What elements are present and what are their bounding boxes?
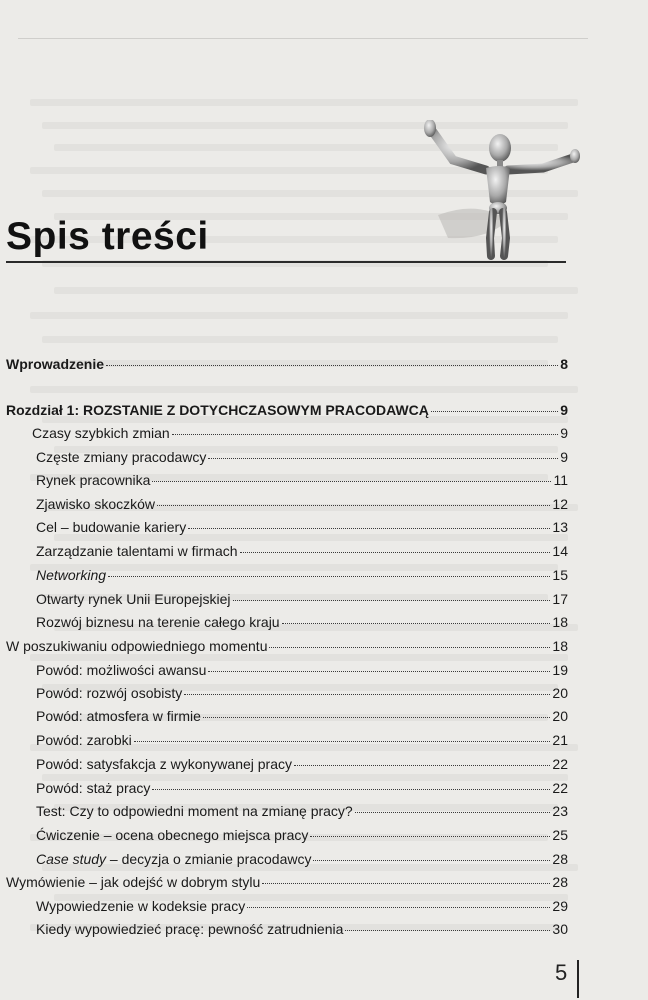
toc-entry-label: Rozdział 1: ROZSTANIE Z DOTYCHCZASOWYM PRACODAWCĄ: [6, 402, 429, 418]
toc-leader-dots: [355, 811, 551, 813]
toc-leader-dots: [172, 433, 559, 435]
toc-entry-label: Zarządzanie talentami w firmach: [36, 543, 238, 559]
bleed-line: [30, 99, 578, 106]
toc-leader-dots: [108, 575, 550, 577]
toc-entry: [36, 591, 568, 608]
toc-entry-page: 15: [552, 567, 568, 583]
header-rule: [18, 38, 588, 39]
toc-entry-page: 28: [552, 851, 568, 867]
toc-entry-page: 20: [552, 685, 568, 701]
toc-entry-label: Powód: staż pracy: [36, 780, 151, 796]
toc-leader-dots: [208, 457, 558, 459]
toc-entry-page: 14: [552, 543, 568, 559]
toc-entry-page: 22: [552, 780, 568, 796]
toc-entry-page: 9: [560, 425, 568, 441]
page-title: Spis treści: [6, 215, 209, 258]
toc-leader-dots: [188, 527, 550, 529]
toc-leader-dots: [345, 929, 550, 931]
toc-leader-dots: [262, 882, 550, 884]
toc-entry-page: 13: [552, 519, 568, 535]
toc-entry-page: 20: [552, 708, 568, 724]
toc-leader-dots: [152, 788, 550, 790]
toc-entry: [36, 803, 568, 820]
toc-entry: [36, 780, 568, 797]
toc-entry: [32, 425, 568, 442]
toc-entry: [6, 356, 568, 373]
toc-entry-page: 11: [553, 472, 568, 488]
toc-leader-dots: [294, 764, 550, 766]
toc-entry: [36, 827, 568, 844]
toc-entry-page: 29: [552, 898, 568, 914]
toc-entry-label: Otwarty rynek Unii Europejskiej: [36, 591, 231, 607]
toc-entry: [36, 496, 568, 513]
toc-entry-label: Wymówienie – jak odejść w dobrym stylu: [6, 874, 261, 890]
toc-entry-page: 12: [552, 496, 568, 512]
toc-entry-page: 8: [560, 356, 568, 372]
mannequin-figure-image: [418, 120, 580, 260]
toc-entry-label: Networking: [36, 567, 107, 583]
toc-leader-dots: [208, 670, 550, 672]
toc-entry: [36, 708, 568, 725]
toc-entry: [36, 472, 568, 489]
toc-entry-label: Powód: rozwój osobisty: [36, 685, 183, 701]
bleed-line: [42, 336, 558, 343]
toc-leader-dots: [203, 716, 550, 718]
toc-entry-label: Czasy szybkich zmian: [32, 425, 170, 441]
toc-entry-page: 18: [552, 638, 568, 654]
bleed-line: [30, 312, 568, 319]
toc-entry: [36, 898, 568, 915]
toc-entry: [6, 638, 568, 655]
toc-leader-dots: [247, 906, 550, 908]
toc-entry: [36, 519, 568, 536]
toc-entry: [6, 402, 568, 419]
toc-entry-label: Test: Czy to odpowiedni moment na zmianę pracy?: [36, 803, 353, 819]
toc-entry-page: 25: [552, 827, 568, 843]
toc-entry-label: Kiedy wypowiedzieć pracę: pewność zatrudnienia: [36, 921, 344, 937]
toc-entry-page: 28: [552, 874, 568, 890]
toc-entry-label: Wprowadzenie: [6, 356, 105, 372]
toc-entry: [36, 921, 568, 938]
toc-entry: [36, 614, 568, 631]
toc-entry-label: Cel – budowanie kariery: [36, 519, 187, 535]
toc-entry-label: Powód: satysfakcja z wykonywanej pracy: [36, 756, 292, 772]
toc-entry-label: Rynek pracownika: [36, 472, 151, 488]
toc-entry-page: 23: [552, 803, 568, 819]
page-number-rule: [577, 960, 579, 998]
toc-entry-label: Case study – decyzja o zmianie pracodawcy: [36, 851, 312, 867]
bleed-line: [54, 287, 578, 294]
toc-entry: [6, 874, 568, 891]
page-number: 5: [555, 960, 568, 985]
toc-leader-dots: [269, 646, 550, 648]
toc-leader-dots: [134, 740, 551, 742]
toc-entry: [36, 662, 568, 679]
toc-leader-dots: [310, 835, 550, 837]
toc-leader-dots: [157, 504, 550, 506]
bleed-line: [30, 654, 568, 661]
toc-entry-label: Powód: zarobki: [36, 732, 132, 748]
toc-entry-label: Ćwiczenie – ocena obecnego miejsca pracy: [36, 827, 309, 843]
toc-entry-page: 19: [552, 662, 568, 678]
toc-entry-label: Zjawisko skoczków: [36, 496, 156, 512]
title-rule: [6, 261, 566, 263]
toc-entry: [36, 685, 568, 702]
toc-entry-page: 9: [560, 402, 568, 418]
toc-entry-page: 17: [552, 591, 568, 607]
toc-entry-page: 30: [552, 921, 568, 937]
toc-entry-page: 21: [552, 732, 568, 748]
toc-entry-label: Wypowiedzenie w kodeksie pracy: [36, 898, 246, 914]
toc-entry-label: Powód: możliwości awansu: [36, 662, 207, 678]
toc-entry-label: W poszukiwaniu odpowiedniego momentu: [6, 638, 268, 654]
toc-entry-page: 22: [552, 756, 568, 772]
toc-leader-dots: [106, 364, 558, 366]
toc-entry-label: Rozwój biznesu na terenie całego kraju: [36, 614, 280, 630]
bleed-line: [30, 386, 578, 393]
toc-entry-page: 18: [552, 614, 568, 630]
toc-entry-page: 9: [560, 449, 568, 465]
toc-leader-dots: [313, 859, 550, 861]
toc-leader-dots: [240, 551, 551, 553]
toc-entry-label: Powód: atmosfera w firmie: [36, 708, 201, 724]
toc-entry: [36, 543, 568, 560]
toc-entry: [36, 756, 568, 773]
toc-entry: [36, 567, 568, 584]
toc-leader-dots: [184, 693, 550, 695]
toc-leader-dots: [152, 480, 551, 482]
toc-entry: [36, 449, 568, 466]
toc-leader-dots: [431, 410, 558, 412]
toc-entry: [36, 851, 568, 868]
toc-entry: [36, 732, 568, 749]
toc-leader-dots: [282, 622, 551, 624]
toc-entry-label: Częste zmiany pracodawcy: [36, 449, 207, 465]
toc-leader-dots: [233, 599, 551, 601]
